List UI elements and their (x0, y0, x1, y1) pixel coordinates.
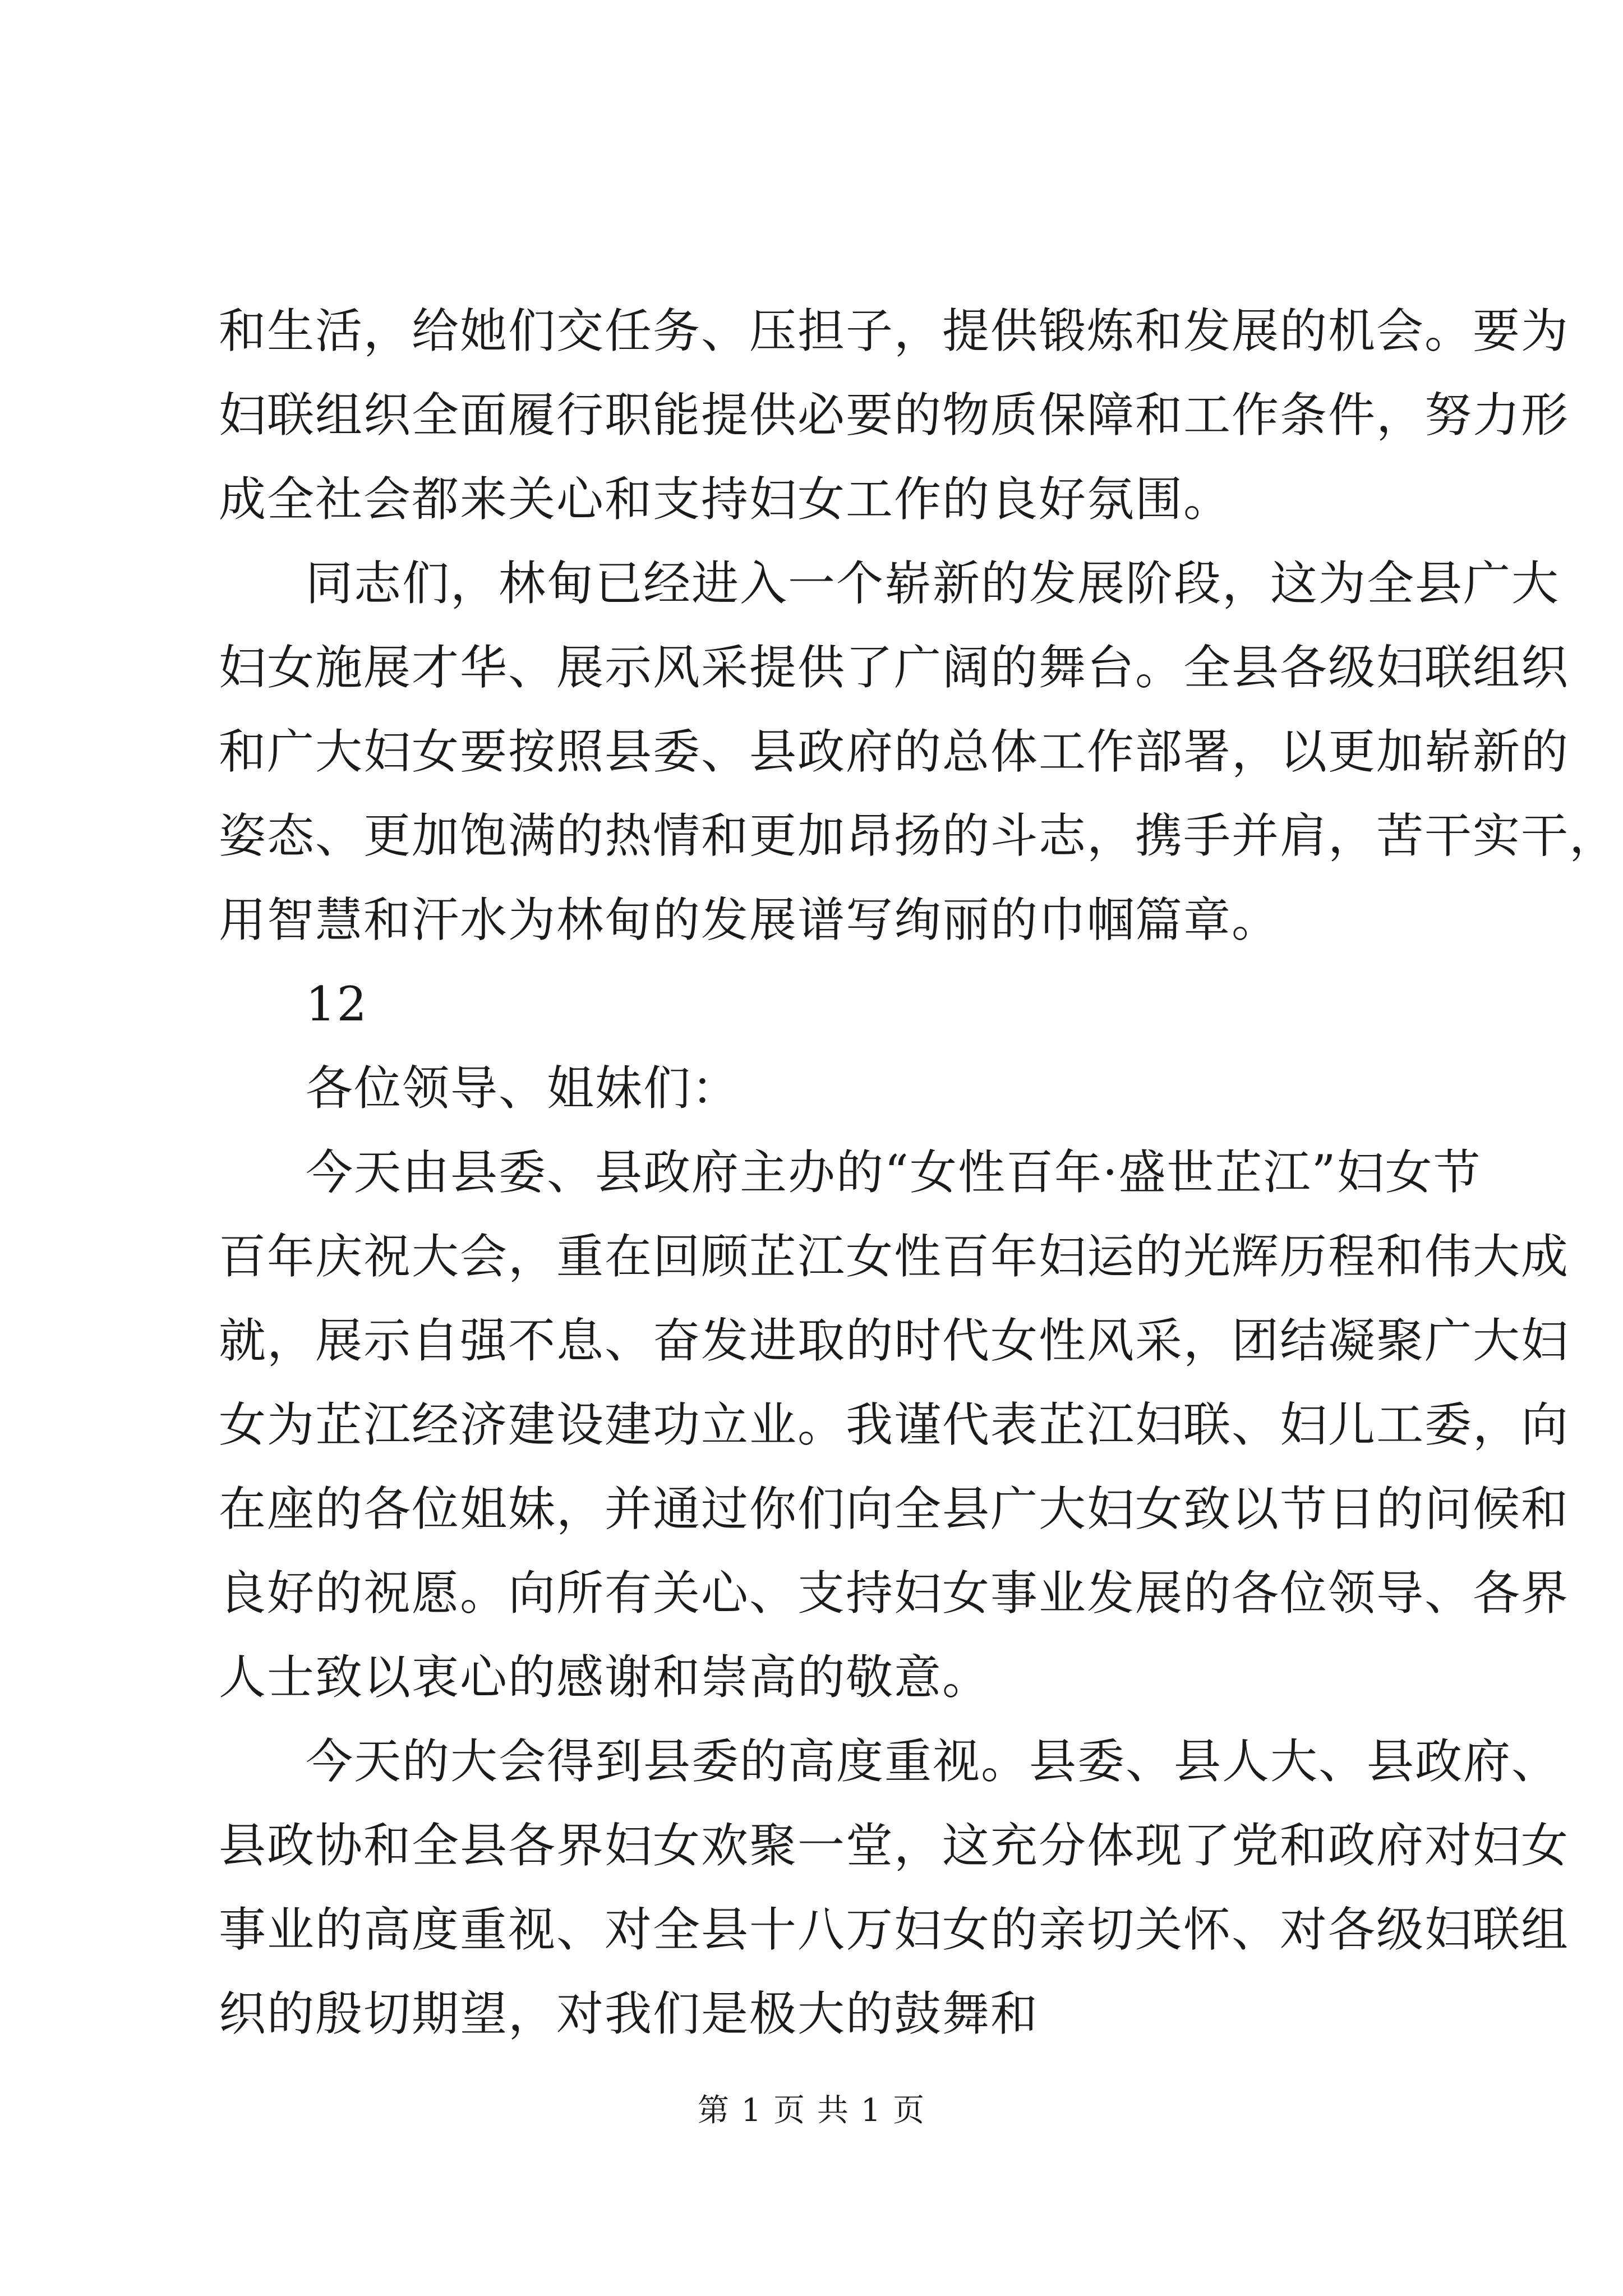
paragraph-start-line: 今天由县委、县政府主办的“女性百年·盛世芷江”妇女节 (306, 1145, 1482, 1200)
text-line: 在座的各位姐妹，并通过你们向全县广大妇女致以节日的问候和 (219, 1481, 1570, 1536)
paragraph-start-line: 同志们，林甸已经进入一个崭新的发展阶段，这为全县广大 (306, 556, 1560, 611)
salutation: 各位领导、姐妹们： (306, 1061, 740, 1116)
text-line: 妇女施展才华、展示风采提供了广阔的舞台。全县各级妇联组织 (219, 640, 1570, 695)
text-line: 县政协和全县各界妇女欢聚一堂，这充分体现了党和政府对妇女 (219, 1818, 1570, 1873)
text-line: 人士致以衷心的感谢和崇高的敬意。 (219, 1650, 991, 1705)
text-line: 事业的高度重视、对全县十八万妇女的亲切关怀、对各级妇联组 (219, 1902, 1570, 1957)
paragraph-start-line: 今天的大会得到县委的高度重视。县委、县人大、县政府、 (306, 1734, 1560, 1789)
text-line: 成全社会都来关心和支持妇女工作的良好氛围。 (219, 472, 1232, 527)
text-line: 织的殷切期望，对我们是极大的鼓舞和 (219, 1986, 1039, 2041)
text-line: 和广大妇女要按照县委、县政府的总体工作部署，以更加崭新的 (219, 724, 1570, 779)
page-footer: 第 1 页 共 1 页 (697, 2092, 926, 2129)
text-line: 用智慧和汗水为林甸的发展谱写绚丽的巾帼篇章。 (219, 892, 1280, 947)
text-line: 就，展示自强不息、奋发进取的时代女性风采，团结凝聚广大妇 (219, 1313, 1570, 1368)
text-line: 和生活，给她们交任务、压担子，提供锻炼和发展的机会。要为 (219, 303, 1570, 358)
text-line: 女为芷江经济建设建功立业。我谨代表芷江妇联、妇儿工委，向 (219, 1397, 1570, 1452)
section-number: 12 (306, 977, 368, 1032)
text-line: 妇联组织全面履行职能提供必要的物质保障和工作条件，努力形 (219, 388, 1570, 443)
text-line: 姿态、更加饱满的热情和更加昂扬的斗志，携手并肩，苦干实干， (219, 808, 1618, 863)
text-line: 良好的祝愿。向所有关心、支持妇女事业发展的各位领导、各界 (219, 1566, 1570, 1621)
text-line: 百年庆祝大会，重在回顾芷江女性百年妇运的光辉历程和伟大成 (219, 1229, 1570, 1284)
